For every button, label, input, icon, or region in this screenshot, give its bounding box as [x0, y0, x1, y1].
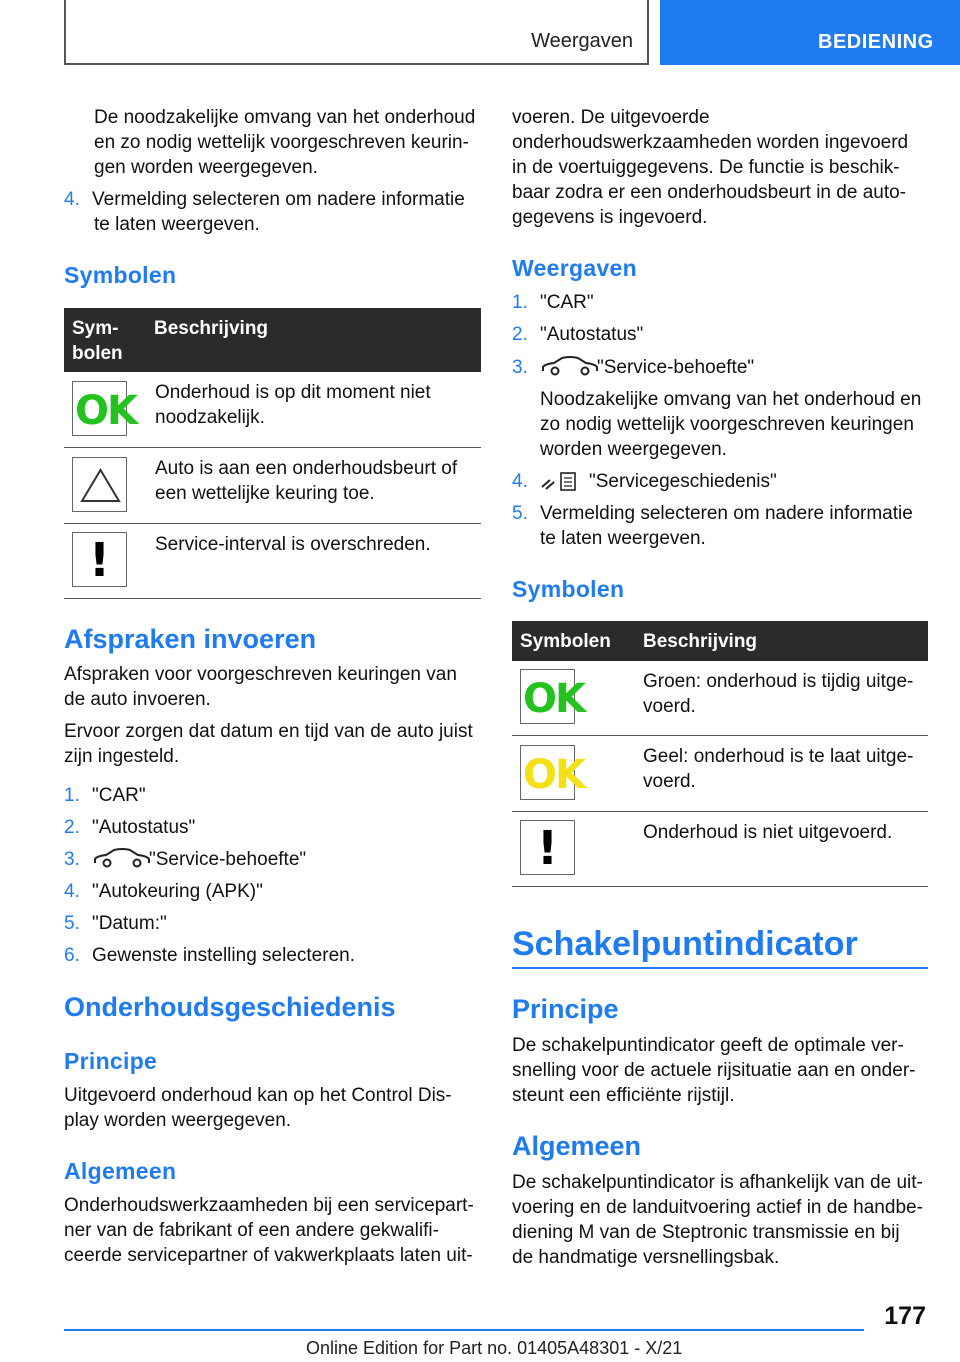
- table-divider: [64, 598, 481, 599]
- table-cell: Service-interval is overschreden.: [155, 534, 431, 555]
- paragraph-line: Noodzakelijke omvang van het onderhoud en: [540, 389, 922, 410]
- list-text-cont: te laten weergeven.: [94, 214, 260, 235]
- paragraph-line: De schakelpuntindicator is afhankelijk van de uit-: [512, 1172, 923, 1193]
- header-chapter-box: [660, 0, 960, 65]
- exclamation-icon: !: [520, 820, 575, 875]
- intro-line-2: en zo nodig wettelijk voorgeschreven keurin-: [94, 132, 469, 153]
- heading-underline: [512, 967, 928, 969]
- table-header: [512, 621, 928, 661]
- list-text: "Datum:": [92, 913, 167, 934]
- geschiedenis-heading: Onderhoudsgeschiedenis: [64, 992, 396, 1022]
- paragraph-line: steunt een efficiënte rijstijl.: [512, 1085, 735, 1106]
- ok-green-icon: OK: [72, 381, 127, 436]
- list-number: 3.: [64, 849, 80, 870]
- car-icon: [92, 847, 152, 876]
- page-number: 177: [884, 1302, 926, 1330]
- list-text: "Servicegeschiedenis": [589, 471, 777, 492]
- paragraph-line: Onderhoudswerkzaamheden bij een servicepart-: [64, 1195, 474, 1216]
- principe-heading: Principe: [512, 994, 619, 1024]
- footer-edition: Online Edition for Part no. 01405A48301 - X/21: [306, 1338, 683, 1358]
- table-cell: een wettelijke keuring toe.: [155, 483, 375, 504]
- list-number: 5.: [64, 913, 80, 934]
- table-cell: voerd.: [643, 771, 696, 792]
- list-text: Vermelding selecteren om nadere informatie: [92, 189, 465, 210]
- footer-rule: [64, 1329, 864, 1331]
- list-number: 2.: [64, 817, 80, 838]
- paragraph-line: Ervoor zorgen dat datum en tijd van de auto juist: [64, 721, 473, 742]
- table-col-description: Beschrijving: [643, 631, 758, 652]
- intro-line-3: gen worden weergegeven.: [94, 157, 318, 178]
- paragraph-line: diening M van de Steptronic transmissie en bij: [512, 1222, 900, 1243]
- warning-triangle-icon: [72, 457, 127, 512]
- header-chapter-title: BEDIENING: [818, 31, 934, 53]
- afspraken-heading: Afspraken invoeren: [64, 624, 317, 654]
- table-header: [64, 308, 481, 372]
- list-number: 3.: [512, 357, 528, 378]
- list-number: 4.: [64, 881, 80, 902]
- list-number: 5.: [512, 503, 528, 524]
- paragraph-line: onderhoudswerkzaamheden worden ingevoerd: [512, 132, 909, 153]
- schakel-heading: Schakelpuntindicator: [512, 925, 858, 963]
- paragraph-line: baar zodra er een onderhoudsbeurt in de auto-: [512, 182, 906, 203]
- service-history-icon: [540, 471, 580, 500]
- paragraph-line: ner van de fabrikant of een andere gekwalifi-: [64, 1220, 439, 1241]
- list-text: "Autostatus": [540, 324, 644, 345]
- list-number: 6.: [64, 945, 80, 966]
- paragraph-line: zo nodig wettelijk voorgeschreven keuringen: [540, 414, 914, 435]
- list-number: 4.: [64, 189, 80, 210]
- table-cell: voerd.: [643, 696, 696, 717]
- table-cell: noodzakelijk.: [155, 407, 265, 428]
- weergaven-heading: Weergaven: [512, 255, 637, 281]
- table-divider: [64, 447, 481, 448]
- list-number: 2.: [512, 324, 528, 345]
- ok-green-icon: OK: [520, 669, 575, 724]
- symbolen-heading: Symbolen: [64, 262, 177, 288]
- table-divider: [512, 886, 928, 887]
- table-col-description: Beschrijving: [154, 318, 269, 339]
- paragraph-line: zijn ingesteld.: [64, 746, 180, 767]
- list-text: Vermelding selecteren om nadere informatie: [540, 503, 913, 524]
- list-number: 4.: [512, 471, 528, 492]
- list-text: "CAR": [92, 785, 146, 806]
- list-number: 1.: [64, 785, 80, 806]
- table-divider: [64, 523, 481, 524]
- algemeen-heading: Algemeen: [64, 1158, 177, 1184]
- paragraph-line: de auto invoeren.: [64, 689, 211, 710]
- symbolen-heading: Symbolen: [512, 576, 625, 602]
- paragraph-line: voeren. De uitgevoerde: [512, 107, 710, 128]
- table-cell: Onderhoud is op dit moment niet: [155, 382, 431, 403]
- table-col-symbols-2: bolen: [72, 343, 123, 364]
- table-col-symbols: Symbolen: [520, 631, 611, 652]
- intro-line-1: De noodzakelijke omvang van het onderhoud: [94, 107, 476, 128]
- paragraph-line: de handmatige versnellingsbak.: [512, 1247, 780, 1268]
- table-divider: [512, 811, 928, 812]
- list-text: "Service-behoefte": [149, 849, 307, 870]
- table-cell: Onderhoud is niet uitgevoerd.: [643, 822, 893, 843]
- principe-heading: Principe: [64, 1048, 158, 1074]
- list-text: "Autokeuring (APK)": [92, 881, 263, 902]
- paragraph-line: snelling voor de actuele rijsituatie aan en onder-: [512, 1060, 916, 1081]
- paragraph-line: voering en de landuitvoering actief in de handbe-: [512, 1197, 923, 1218]
- header-section-box: [64, 0, 649, 65]
- table-cell: Auto is aan een onderhoudsbeurt of: [155, 458, 458, 479]
- list-text: "CAR": [540, 292, 594, 313]
- exclamation-icon: !: [72, 532, 127, 587]
- list-text: "Service-behoefte": [597, 357, 755, 378]
- paragraph-line: play worden weergegeven.: [64, 1110, 292, 1131]
- table-cell: Groen: onderhoud is tijdig uitge-: [643, 671, 914, 692]
- table-divider: [512, 735, 928, 736]
- paragraph-line: worden weergegeven.: [540, 439, 727, 460]
- ok-yellow-icon: OK: [520, 745, 575, 800]
- list-number: 1.: [512, 292, 528, 313]
- paragraph-line: gegevens is ingevoerd.: [512, 207, 708, 228]
- header-section-title: Weergaven: [531, 30, 633, 52]
- table-col-symbols-1: Sym-: [72, 318, 119, 339]
- car-icon: [540, 355, 600, 384]
- paragraph-line: Uitgevoerd onderhoud kan op het Control Dis-: [64, 1085, 452, 1106]
- paragraph-line: ceerde servicepartner of vakwerkplaats laten uit-: [64, 1245, 473, 1266]
- paragraph-line: Afspraken voor voorgeschreven keuringen van: [64, 664, 457, 685]
- list-text: Gewenste instelling selecteren.: [92, 945, 355, 966]
- table-cell: Geel: onderhoud is te laat uitge-: [643, 746, 914, 767]
- paragraph-line: in de voertuiggegevens. De functie is beschik-: [512, 157, 900, 178]
- algemeen-heading: Algemeen: [512, 1131, 642, 1161]
- list-text: "Autostatus": [92, 817, 196, 838]
- paragraph-line: De schakelpuntindicator geeft de optimale ver-: [512, 1035, 904, 1056]
- paragraph-line: te laten weergeven.: [540, 528, 706, 549]
